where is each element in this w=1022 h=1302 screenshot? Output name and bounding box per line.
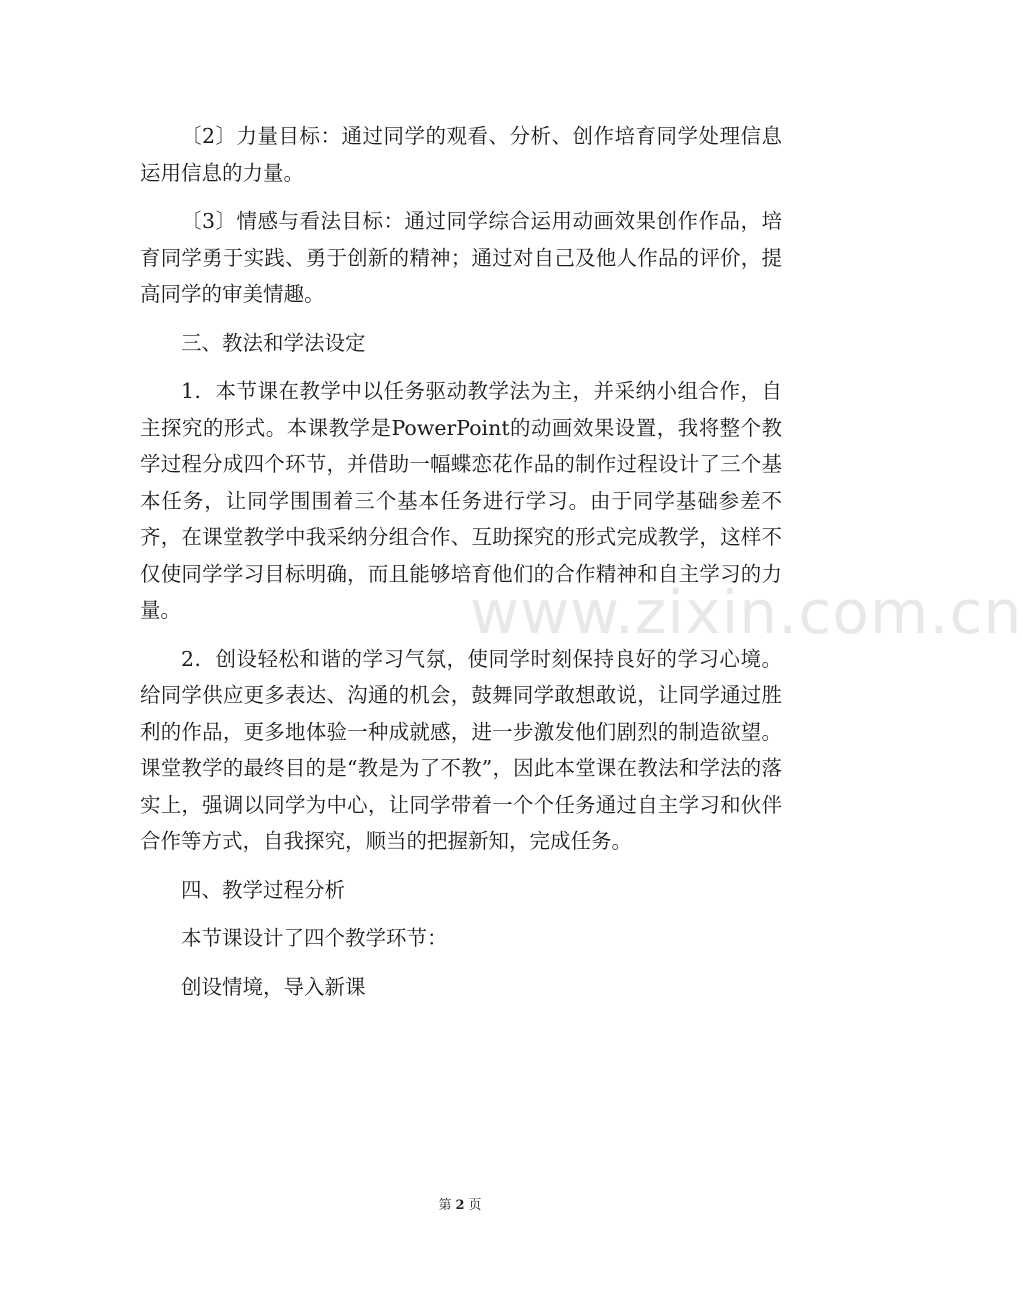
footer-prefix: 第	[438, 1198, 452, 1213]
paragraph-emotion-goal: 〔3〕情感与看法目标：通过同学综合运用动画效果创作作品，培育同学勇于实践、勇于创新的精神；通过对自己及他人作品的评价，提高同学的审美情趣。	[140, 209, 782, 306]
footer-suffix: 页	[468, 1198, 482, 1213]
section-heading-process-analysis: 四、教学过程分析	[181, 877, 345, 902]
paragraph-ability-goal: 〔2〕力量目标：通过同学的观看、分析、创作培育同学处理信息运用信息的力量。	[140, 124, 782, 185]
paragraph-process-intro: 本节课设计了四个教学环节：	[181, 926, 448, 950]
paragraph-step-1: 创设情境，导入新课	[181, 974, 366, 999]
paragraph-method-2: 2．创设轻松和谐的学习气氛，使同学时刻保持良好的学习心境。给同学供应更多表达、沟通的机会，鼓舞同学敢想敢说，让同学通过胜利的作品，更多地体验一种成就感，进一步激发他们剧烈的制造欲望。课堂教学的最终目的是“教是为了不教”，因此本堂课在教法和学法的落实上，强调以同学为中心，让同学带着一个个任务通过自主学习和伙伴合作等方式，自我探究，顺当的把握新知，完成任务。	[140, 646, 782, 853]
section-heading-teaching-methods: 三、教法和学法设定	[181, 330, 366, 355]
document-body	[140, 118, 782, 1017]
page-footer	[0, 1194, 920, 1213]
watermark-text: www.zixin.com.cn	[470, 578, 1022, 648]
paragraph-method-1: 1．本节课在教学中以任务驱动教学法为主，并采纳小组合作，自主探究的形式。本课教学是PowerPoint的动画效果设置，我将整个教学过程分成四个环节，并借助一幅蝶恋花作品的制作过程设计了三个基本任务，让同学围围着三个基本任务进行学习。由于同学基础参差不齐，在课堂教学中我采纳分组合作、互助探究的形式完成教学，这样不仅使同学学习目标明确，而且能够培育他们的合作精神和自主学习的力量。	[140, 379, 782, 622]
page-number: 2	[455, 1198, 465, 1213]
